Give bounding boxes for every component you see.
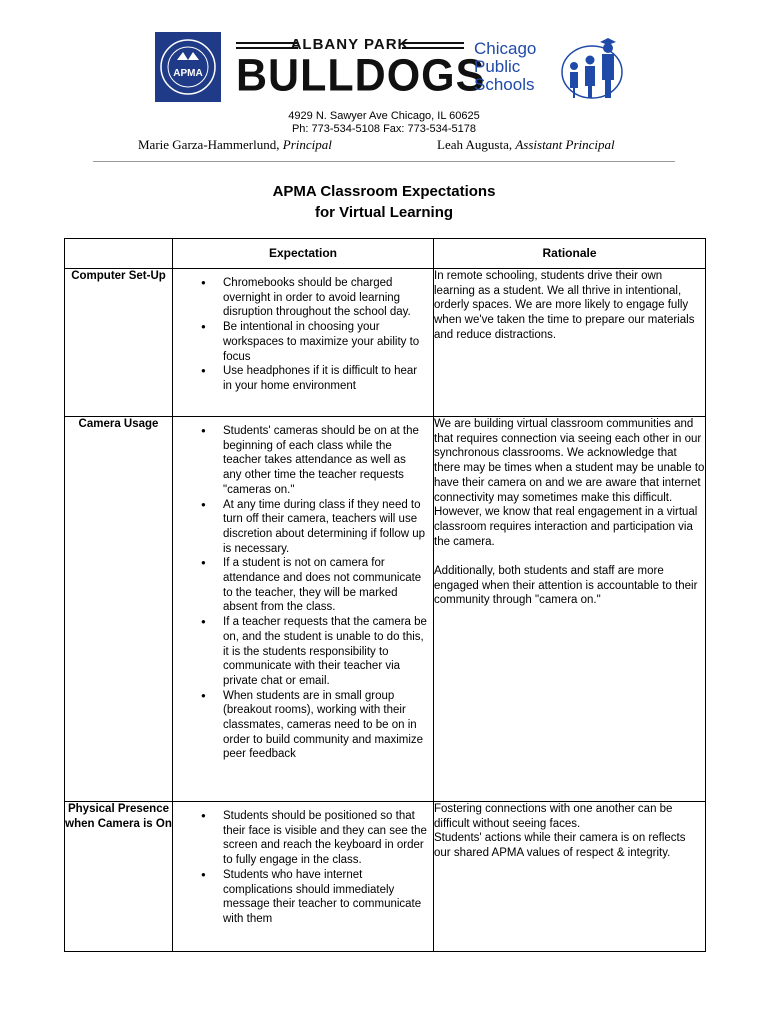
row-rationale [434, 417, 706, 802]
cps-figures-icon [558, 36, 628, 102]
table-row [65, 802, 706, 952]
list-item: ● When students are in small group (breakout rooms), working with their classmates, cameras need to be on in order to build community and maximize peer feedback [173, 689, 427, 763]
row-category [65, 269, 173, 417]
principal-role: Principal [282, 137, 332, 152]
list-item: ● Be intentional in choosing your workspaces to maximize your ability to focus [173, 320, 427, 364]
header-expectation: Expectation [173, 239, 434, 269]
bulldogs-wordmark: BULLDOGS [236, 50, 486, 102]
row-expectations [173, 417, 434, 802]
list-item: ● Students' cameras should be on at the beginning of each class while the teacher takes attendance as well as any other time the teacher requests "cameras on." [173, 424, 427, 498]
address-phone: Ph: 773-534-5108 Fax: 773-534-5178 [291, 123, 477, 135]
category-label: Physical Presence when Camera is On [65, 803, 172, 830]
table-header-row [65, 239, 706, 269]
list-item: ● Students should be positioned so that their face is visible and they can see the screen and reach the keyboard in order to fully engage in the class. [173, 809, 427, 868]
row-expectations [173, 802, 434, 952]
expectation-list [173, 269, 433, 400]
category-label: Computer Set-Up [71, 270, 166, 282]
list-item: ● Students who have internet complications should immediately message their teacher to communicate with them [173, 868, 427, 927]
row-category [65, 802, 173, 952]
row-rationale [434, 802, 706, 952]
rationale-paragraph: In remote schooling, students drive their own learning as a student. We all thrive in intentional, orderly spaces. We are more likely to engage fully when we've taken the time to prepare our materials and reduce distractions. [434, 270, 695, 341]
school-address [0, 110, 768, 136]
rationale-paragraph: Fostering connections with one another can be difficult without seeing faces. [434, 803, 673, 830]
header-divider [93, 161, 675, 162]
document-title [0, 181, 768, 223]
expectations-table [64, 238, 706, 952]
rationale-paragraph: However, we know that real engagement in a virtual classroom requires interaction and participation via the camera. [434, 506, 698, 548]
bulldogs-school-name: ALBANY PARK [290, 36, 410, 53]
list-item: ● Use headphones if it is difficult to hear in your home environment [173, 364, 427, 393]
assistant-principal-line [437, 137, 615, 153]
apma-logo-text: APMA [173, 68, 203, 79]
header-blank-cell [65, 239, 173, 269]
category-label: Camera Usage [78, 418, 159, 430]
list-item: ● If a student is not on camera for attendance and does not communicate to the teacher, they will be marked absent from the class. [173, 556, 427, 615]
cps-line: Public [474, 57, 521, 76]
table-row [65, 269, 706, 417]
expectation-list [173, 417, 433, 768]
expectation-list [173, 802, 433, 933]
assistant-name: Leah Augusta, [437, 137, 516, 152]
row-expectations [173, 269, 434, 417]
table-row [65, 417, 706, 802]
title-line-2: for Virtual Learning [314, 204, 454, 221]
cps-line: Schools [474, 75, 535, 94]
cps-wordmark [474, 40, 536, 94]
row-rationale [434, 269, 706, 417]
list-item: ● Chromebooks should be charged overnight in order to avoid learning disruption throughout the school day. [173, 276, 427, 320]
apma-logo-graphic [155, 32, 221, 102]
cps-line: Chicago [474, 39, 537, 58]
rationale-paragraph: Additionally, both students and staff are more engaged when their attention is accountable to their community through "camera on." [434, 565, 698, 607]
list-item: ● At any time during class if they need to turn off their camera, teachers will use discretion about determining if follow up is necessary. [173, 498, 427, 557]
assistant-role: Assistant Principal [515, 137, 615, 152]
bulldogs-logo [236, 36, 486, 104]
address-street: 4929 N. Sawyer Ave Chicago, IL 60625 [288, 110, 480, 122]
principal-name: Marie Garza-Hammerlund, [138, 137, 283, 152]
list-item: ● If a teacher requests that the camera be on, and the student is unable to do this, it is the students responsibility to communicate with their teacher via private chat or email. [173, 615, 427, 689]
rationale-paragraph: Students' actions while their camera is on reflects our shared APMA values of respect & integrity. [434, 832, 686, 860]
apma-logo [155, 32, 221, 102]
rationale-paragraph: We are building virtual classroom communities and that requires connection via seeing each other in our synchronous classrooms. We acknowledge that there may be times when a student may be unable to have their camera on and we are aware that internet connectivity may sometimes make this difficult. [434, 418, 705, 504]
cps-logo [474, 36, 624, 106]
header-rationale: Rationale [434, 239, 706, 269]
letterhead [0, 0, 768, 170]
title-line-1: APMA Classroom Expectations [272, 183, 496, 200]
principal-line [138, 137, 332, 153]
row-category [65, 417, 173, 802]
